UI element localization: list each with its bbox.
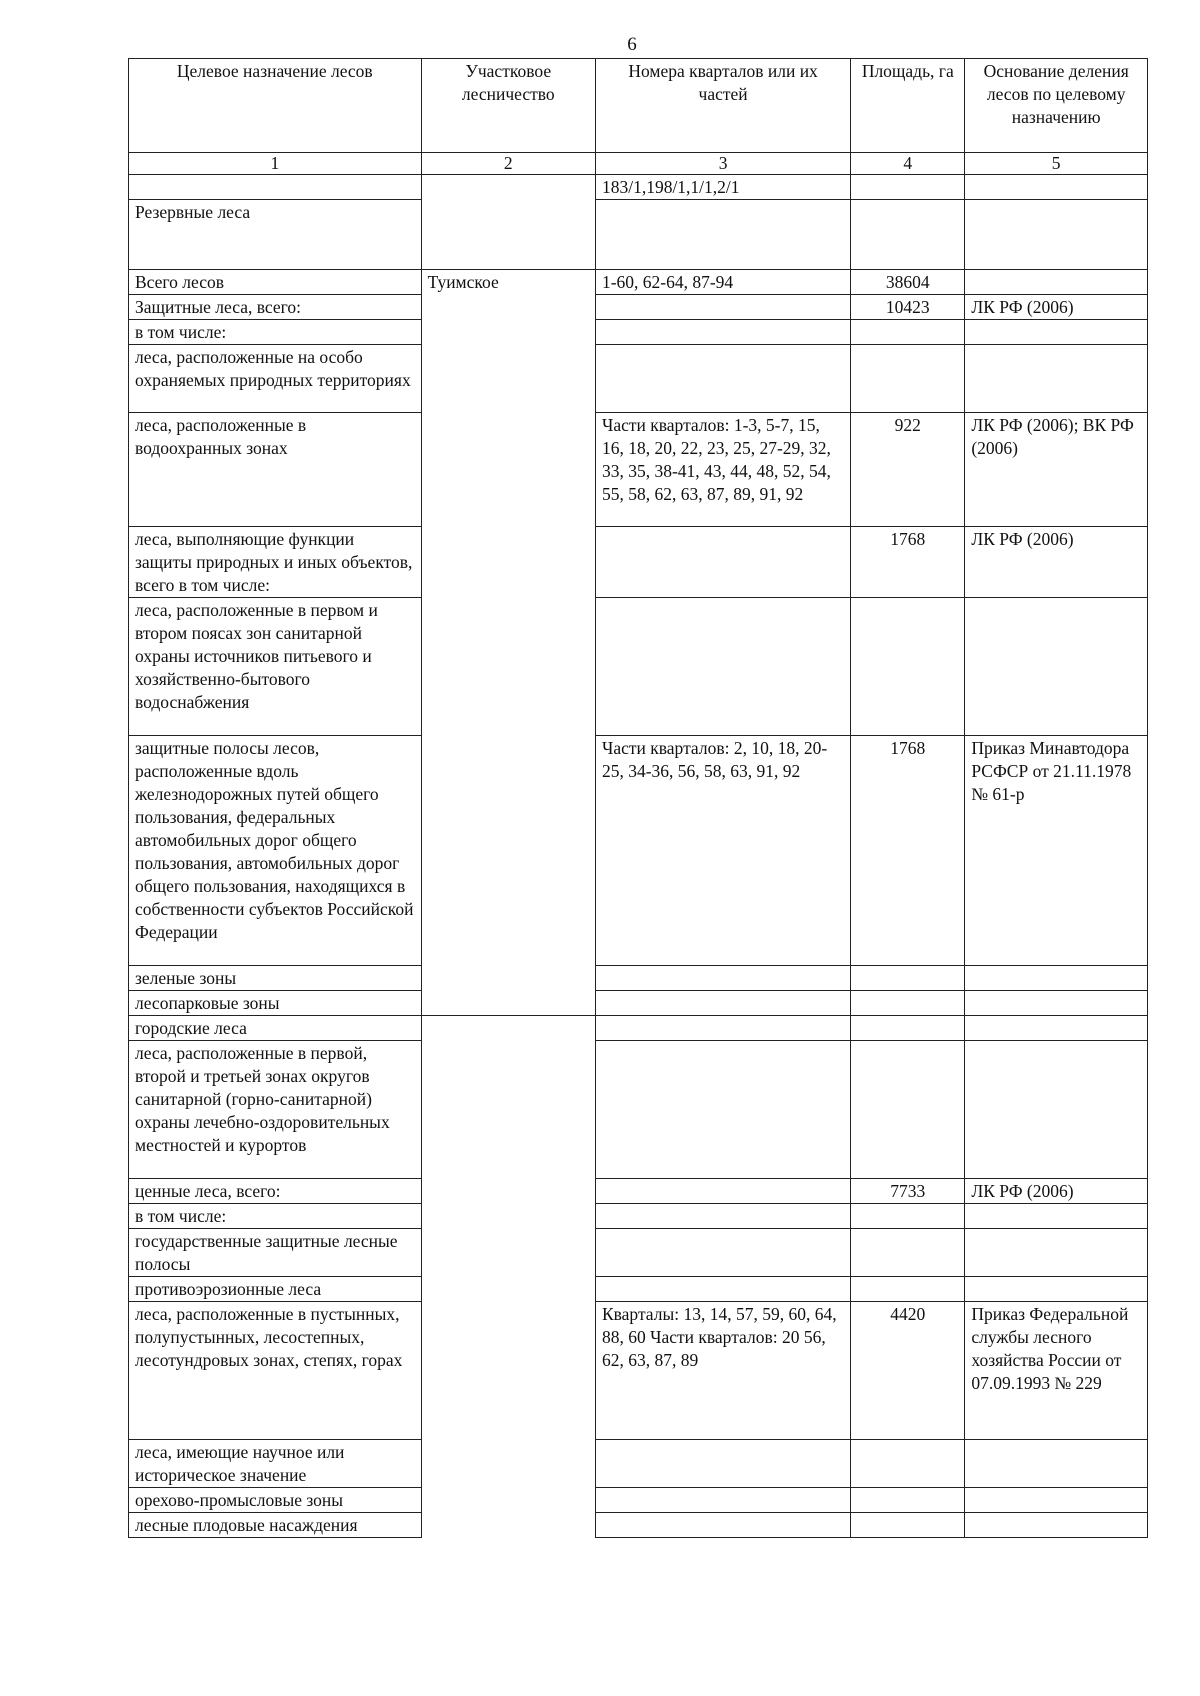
purpose-cell: леса, расположенные в пустынных, полупустынных, лесостепных, лесотундровых зонах, степях, горах <box>129 1302 422 1440</box>
table-row <box>129 1277 1148 1302</box>
quarters-cell <box>595 1179 850 1204</box>
area-cell: 1768 <box>851 736 965 966</box>
quarters-cell: Части кварталов: 1-3, 5-7, 15, 16, 18, 20, 22, 23, 25, 27-29, 32, 33, 35, 38-41, 43, 44, 48, 52, 54, 55, 58, 62, 63, 87, 89, 91, 92 <box>595 413 850 527</box>
column-number: 3 <box>595 153 850 175</box>
basis-cell: ЛК РФ (2006) <box>965 295 1148 320</box>
basis-cell <box>965 345 1148 413</box>
quarters-cell <box>595 1204 850 1229</box>
area-cell <box>851 345 965 413</box>
purpose-cell: Резервные леса <box>129 200 422 270</box>
basis-cell <box>965 270 1148 295</box>
basis-cell <box>965 966 1148 991</box>
header-purpose: Целевое назначение лесов <box>129 59 422 153</box>
table-row <box>129 175 1148 200</box>
purpose-cell: зеленые зоны <box>129 966 422 991</box>
quarters-cell <box>595 1229 850 1277</box>
header-row <box>129 59 1148 153</box>
purpose-cell: орехово-промысловые зоны <box>129 1488 422 1513</box>
purpose-cell: лесопарковые зоны <box>129 991 422 1016</box>
purpose-cell: леса, расположенные в первом и втором поясах зон санитарной охраны источников питьевого и хозяйственно-бытового водоснабжения <box>129 598 422 736</box>
area-cell <box>851 1440 965 1488</box>
lesnichestvo-cell: Туимское <box>421 270 595 1016</box>
basis-cell <box>965 175 1148 200</box>
purpose-cell: леса, расположенные в первой, второй и третьей зонах округов санитарной (горно-санитарной) охраны лечебно-оздоровительных местностей и курортов <box>129 1041 422 1179</box>
area-cell <box>851 1488 965 1513</box>
area-cell <box>851 1229 965 1277</box>
table-row <box>129 345 1148 413</box>
quarters-cell: 1-60, 62-64, 87-94 <box>595 270 850 295</box>
column-number-row <box>129 153 1148 175</box>
area-cell <box>851 200 965 270</box>
purpose-cell: государственные защитные лесные полосы <box>129 1229 422 1277</box>
page-number: 6 <box>627 34 637 55</box>
purpose-cell: в том числе: <box>129 320 422 345</box>
lesnichestvo-cell <box>421 175 595 270</box>
area-cell: 7733 <box>851 1179 965 1204</box>
area-cell <box>851 1041 965 1179</box>
table-row <box>129 527 1148 598</box>
purpose-cell: Защитные леса, всего: <box>129 295 422 320</box>
area-cell: 10423 <box>851 295 965 320</box>
area-cell <box>851 175 965 200</box>
table-row <box>129 1302 1148 1440</box>
area-cell <box>851 991 965 1016</box>
area-cell <box>851 1016 965 1041</box>
table-row <box>129 413 1148 527</box>
quarters-cell <box>595 295 850 320</box>
area-cell <box>851 1277 965 1302</box>
table-row <box>129 966 1148 991</box>
quarters-cell: Кварталы: 13, 14, 57, 59, 60, 64, 88, 60 Части кварталов: 20 56, 62, 63, 87, 89 <box>595 1302 850 1440</box>
header-area: Площадь, га <box>851 59 965 153</box>
purpose-cell: леса, расположенные в водоохранных зонах <box>129 413 422 527</box>
area-cell <box>851 320 965 345</box>
basis-cell <box>965 1488 1148 1513</box>
area-cell: 4420 <box>851 1302 965 1440</box>
basis-cell: Приказ Федеральной службы лесного хозяйства России от 07.09.1993 № 229 <box>965 1302 1148 1440</box>
basis-cell <box>965 1277 1148 1302</box>
area-cell: 38604 <box>851 270 965 295</box>
table-row <box>129 1488 1148 1513</box>
basis-cell: Приказ Минавтодора РСФСР от 21.11.1978 № 61-р <box>965 736 1148 966</box>
purpose-cell: леса, выполняющие функции защиты природных и иных объектов, всего в том числе: <box>129 527 422 598</box>
quarters-cell <box>595 1277 850 1302</box>
basis-cell <box>965 1041 1148 1179</box>
quarters-cell <box>595 1440 850 1488</box>
quarters-cell <box>595 527 850 598</box>
header-quarters: Номера кварталов или их частей <box>595 59 850 153</box>
table-row <box>129 1204 1148 1229</box>
basis-cell: ЛК РФ (2006) <box>965 527 1148 598</box>
table-row <box>129 1513 1148 1538</box>
table-row <box>129 200 1148 270</box>
quarters-cell <box>595 991 850 1016</box>
quarters-cell <box>595 200 850 270</box>
purpose-cell: леса, расположенные на особо охраняемых природных территориях <box>129 345 422 413</box>
table-row <box>129 1041 1148 1179</box>
quarters-cell <box>595 1016 850 1041</box>
basis-cell <box>965 200 1148 270</box>
basis-cell <box>965 1016 1148 1041</box>
quarters-cell: Части кварталов: 2, 10, 18, 20-25, 34-36, 56, 58, 63, 91, 92 <box>595 736 850 966</box>
purpose-cell: леса, имеющие научное или историческое значение <box>129 1440 422 1488</box>
purpose-cell <box>129 175 422 200</box>
table-row <box>129 1016 1148 1041</box>
basis-cell <box>965 598 1148 736</box>
quarters-cell <box>595 966 850 991</box>
quarters-cell <box>595 320 850 345</box>
table-row <box>129 598 1148 736</box>
area-cell: 1768 <box>851 527 965 598</box>
area-cell: 922 <box>851 413 965 527</box>
quarters-cell <box>595 1513 850 1538</box>
table-row <box>129 1440 1148 1488</box>
header-basis: Основание деления лесов по целевому назначению <box>965 59 1148 153</box>
table-row <box>129 1229 1148 1277</box>
column-number: 5 <box>965 153 1148 175</box>
forest-purpose-table <box>128 58 1148 1538</box>
lesnichestvo-cell <box>421 1016 595 1538</box>
basis-cell: ЛК РФ (2006) <box>965 1179 1148 1204</box>
quarters-cell <box>595 1488 850 1513</box>
area-cell <box>851 966 965 991</box>
quarters-cell: 183/1,198/1,1/1,2/1 <box>595 175 850 200</box>
purpose-cell: противоэрозионные леса <box>129 1277 422 1302</box>
area-cell <box>851 1204 965 1229</box>
purpose-cell: в том числе: <box>129 1204 422 1229</box>
quarters-cell <box>595 598 850 736</box>
basis-cell <box>965 1440 1148 1488</box>
header-lesnichestvo: Участковое лесничество <box>421 59 595 153</box>
table-row <box>129 270 1148 295</box>
purpose-cell: ценные леса, всего: <box>129 1179 422 1204</box>
purpose-cell: лесные плодовые насаждения <box>129 1513 422 1538</box>
basis-cell <box>965 320 1148 345</box>
table-row <box>129 295 1148 320</box>
basis-cell <box>965 991 1148 1016</box>
basis-cell <box>965 1204 1148 1229</box>
column-number: 2 <box>421 153 595 175</box>
table-row <box>129 991 1148 1016</box>
purpose-cell: городские леса <box>129 1016 422 1041</box>
basis-cell <box>965 1513 1148 1538</box>
basis-cell: ЛК РФ (2006); ВК РФ (2006) <box>965 413 1148 527</box>
area-cell <box>851 1513 965 1538</box>
quarters-cell <box>595 345 850 413</box>
column-number: 4 <box>851 153 965 175</box>
table-row <box>129 1179 1148 1204</box>
area-cell <box>851 598 965 736</box>
column-number: 1 <box>129 153 422 175</box>
table-row <box>129 320 1148 345</box>
basis-cell <box>965 1229 1148 1277</box>
quarters-cell <box>595 1041 850 1179</box>
purpose-cell: Всего лесов <box>129 270 422 295</box>
purpose-cell: защитные полосы лесов, расположенные вдоль железнодорожных путей общего пользования, федеральных автомобильных дорог общего пользования, автомобильных дорог общего пользования, находящихся в собственности субъектов Российской Федерации <box>129 736 422 966</box>
table-row <box>129 736 1148 966</box>
